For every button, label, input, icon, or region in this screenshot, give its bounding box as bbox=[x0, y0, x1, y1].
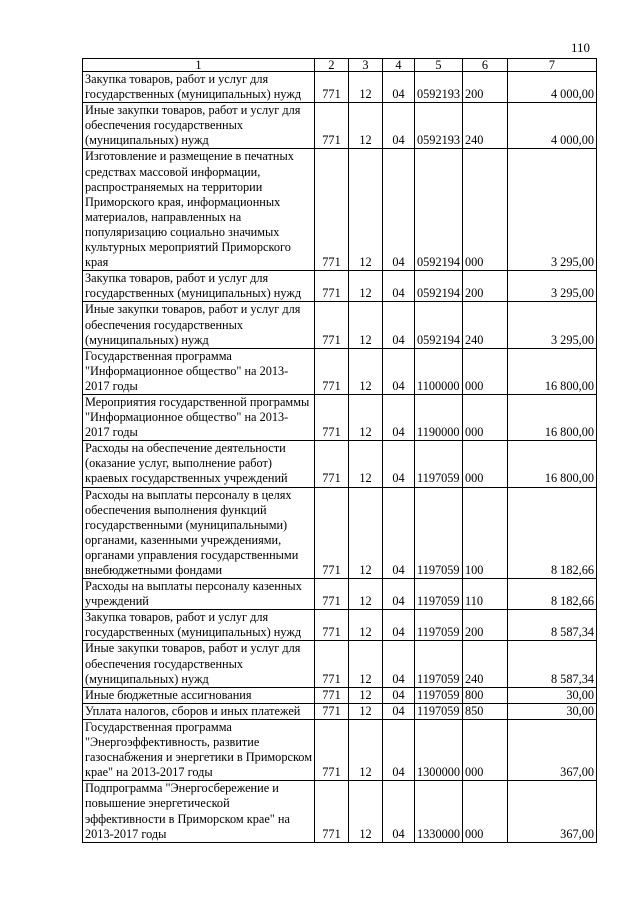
row-description: Закупка товаров, работ и услуг для государственных (муниципальных) нужд bbox=[83, 271, 315, 302]
code-subsection: 04 bbox=[383, 687, 415, 703]
amount: 8 587,34 bbox=[508, 610, 597, 641]
code-target: 0592194 bbox=[415, 302, 463, 348]
code-subsection: 04 bbox=[383, 348, 415, 394]
code-expense-type: 000 bbox=[463, 394, 508, 440]
code-target: 1190000 bbox=[415, 394, 463, 440]
table-row bbox=[83, 610, 597, 641]
table-row bbox=[83, 781, 597, 842]
row-description: Государственная программа "Энергоэффективность, развитие газоснабжения и энергетики в Приморском крае" на 2013-2017 годы bbox=[83, 719, 315, 780]
amount: 8 182,66 bbox=[508, 579, 597, 610]
code-ministry: 771 bbox=[315, 703, 349, 719]
code-section: 12 bbox=[349, 487, 383, 579]
column-header: 5 bbox=[415, 59, 463, 72]
row-description: Закупка товаров, работ и услуг для государственных (муниципальных) нужд bbox=[83, 72, 315, 103]
table-row bbox=[83, 703, 597, 719]
budget-table bbox=[82, 58, 597, 843]
amount: 8 587,34 bbox=[508, 641, 597, 687]
code-ministry: 771 bbox=[315, 103, 349, 149]
table-row bbox=[83, 149, 597, 271]
code-section: 12 bbox=[349, 441, 383, 487]
column-header: 3 bbox=[349, 59, 383, 72]
code-ministry: 771 bbox=[315, 687, 349, 703]
table-body bbox=[83, 72, 597, 843]
amount: 16 800,00 bbox=[508, 394, 597, 440]
code-expense-type: 200 bbox=[463, 72, 508, 103]
code-section: 12 bbox=[349, 302, 383, 348]
code-expense-type: 850 bbox=[463, 703, 508, 719]
amount: 8 182,66 bbox=[508, 487, 597, 579]
code-subsection: 04 bbox=[383, 719, 415, 780]
code-subsection: 04 bbox=[383, 703, 415, 719]
code-section: 12 bbox=[349, 579, 383, 610]
code-expense-type: 000 bbox=[463, 149, 508, 271]
code-ministry: 771 bbox=[315, 394, 349, 440]
code-section: 12 bbox=[349, 703, 383, 719]
code-expense-type: 000 bbox=[463, 348, 508, 394]
code-subsection: 04 bbox=[383, 72, 415, 103]
amount: 367,00 bbox=[508, 719, 597, 780]
code-ministry: 771 bbox=[315, 302, 349, 348]
code-section: 12 bbox=[349, 72, 383, 103]
code-expense-type: 800 bbox=[463, 687, 508, 703]
table-row bbox=[83, 271, 597, 302]
column-header: 2 bbox=[315, 59, 349, 72]
code-expense-type: 000 bbox=[463, 781, 508, 842]
code-section: 12 bbox=[349, 394, 383, 440]
table-row bbox=[83, 487, 597, 579]
code-ministry: 771 bbox=[315, 72, 349, 103]
code-section: 12 bbox=[349, 149, 383, 271]
row-description: Мероприятия государственной программы "Информационное общество" на 2013-2017 годы bbox=[83, 394, 315, 440]
row-description: Иные закупки товаров, работ и услуг для обеспечения государственных (муниципальных) нужд bbox=[83, 641, 315, 687]
code-ministry: 771 bbox=[315, 719, 349, 780]
code-target: 0592194 bbox=[415, 149, 463, 271]
code-section: 12 bbox=[349, 687, 383, 703]
column-header: 7 bbox=[508, 59, 597, 72]
row-description: Закупка товаров, работ и услуг для государственных (муниципальных) нужд bbox=[83, 610, 315, 641]
code-subsection: 04 bbox=[383, 149, 415, 271]
row-description: Подпрограмма "Энергосбережение и повышение энергетической эффективности в Приморском крае" на 2013-2017 годы bbox=[83, 781, 315, 842]
row-description: Иные бюджетные ассигнования bbox=[83, 687, 315, 703]
amount: 3 295,00 bbox=[508, 271, 597, 302]
row-description: Иные закупки товаров, работ и услуг для обеспечения государственных (муниципальных) нужд bbox=[83, 103, 315, 149]
code-expense-type: 240 bbox=[463, 103, 508, 149]
amount: 3 295,00 bbox=[508, 302, 597, 348]
code-subsection: 04 bbox=[383, 302, 415, 348]
amount: 367,00 bbox=[508, 781, 597, 842]
code-section: 12 bbox=[349, 271, 383, 302]
table-row bbox=[83, 348, 597, 394]
code-expense-type: 240 bbox=[463, 641, 508, 687]
code-section: 12 bbox=[349, 781, 383, 842]
code-target: 1197059 bbox=[415, 441, 463, 487]
table-row bbox=[83, 72, 597, 103]
code-expense-type: 000 bbox=[463, 719, 508, 780]
code-target: 0592193 bbox=[415, 72, 463, 103]
code-target: 1197059 bbox=[415, 703, 463, 719]
amount: 16 800,00 bbox=[508, 441, 597, 487]
amount: 30,00 bbox=[508, 687, 597, 703]
column-header: 4 bbox=[383, 59, 415, 72]
table-row bbox=[83, 302, 597, 348]
code-target: 1197059 bbox=[415, 579, 463, 610]
amount: 30,00 bbox=[508, 703, 597, 719]
code-expense-type: 110 bbox=[463, 579, 508, 610]
code-subsection: 04 bbox=[383, 271, 415, 302]
column-header: 6 bbox=[463, 59, 508, 72]
table-row bbox=[83, 394, 597, 440]
code-expense-type: 100 bbox=[463, 487, 508, 579]
table-row bbox=[83, 719, 597, 780]
code-ministry: 771 bbox=[315, 149, 349, 271]
row-description: Расходы на выплаты персоналу казенных учреждений bbox=[83, 579, 315, 610]
code-expense-type: 000 bbox=[463, 441, 508, 487]
code-subsection: 04 bbox=[383, 610, 415, 641]
code-ministry: 771 bbox=[315, 441, 349, 487]
code-subsection: 04 bbox=[383, 103, 415, 149]
row-description: Уплата налогов, сборов и иных платежей bbox=[83, 703, 315, 719]
row-description: Изготовление и размещение в печатных средствах массовой информации, распространяемых на территории Приморского края, информационных материалов, направленных на популяризацию социально значимых культурных мероприятий Приморского края bbox=[83, 149, 315, 271]
code-target: 1197059 bbox=[415, 487, 463, 579]
column-header: 1 bbox=[83, 59, 315, 72]
page-number: 110 bbox=[571, 40, 591, 55]
code-subsection: 04 bbox=[383, 441, 415, 487]
code-ministry: 771 bbox=[315, 610, 349, 641]
code-subsection: 04 bbox=[383, 641, 415, 687]
amount: 3 295,00 bbox=[508, 149, 597, 271]
table-row bbox=[83, 687, 597, 703]
code-subsection: 04 bbox=[383, 579, 415, 610]
table-row bbox=[83, 103, 597, 149]
code-target: 1300000 bbox=[415, 719, 463, 780]
code-expense-type: 240 bbox=[463, 302, 508, 348]
amount: 4 000,00 bbox=[508, 72, 597, 103]
code-section: 12 bbox=[349, 103, 383, 149]
code-target: 1100000 bbox=[415, 348, 463, 394]
code-subsection: 04 bbox=[383, 487, 415, 579]
code-target: 1197059 bbox=[415, 610, 463, 641]
code-ministry: 771 bbox=[315, 271, 349, 302]
code-expense-type: 200 bbox=[463, 271, 508, 302]
code-section: 12 bbox=[349, 641, 383, 687]
code-section: 12 bbox=[349, 719, 383, 780]
code-target: 1197059 bbox=[415, 687, 463, 703]
amount: 4 000,00 bbox=[508, 103, 597, 149]
amount: 16 800,00 bbox=[508, 348, 597, 394]
table-row bbox=[83, 641, 597, 687]
code-ministry: 771 bbox=[315, 781, 349, 842]
code-target: 1330000 bbox=[415, 781, 463, 842]
table-row bbox=[83, 441, 597, 487]
code-expense-type: 200 bbox=[463, 610, 508, 641]
row-description: Расходы на обеспечение деятельности (оказание услуг, выполнение работ) краевых государственных учреждений bbox=[83, 441, 315, 487]
code-section: 12 bbox=[349, 348, 383, 394]
code-ministry: 771 bbox=[315, 641, 349, 687]
code-ministry: 771 bbox=[315, 579, 349, 610]
code-subsection: 04 bbox=[383, 781, 415, 842]
row-description: Государственная программа "Информационное общество" на 2013-2017 годы bbox=[83, 348, 315, 394]
row-description: Расходы на выплаты персоналу в целях обеспечения выполнения функций государственными (муниципальными) органами, казенными учреждениями, органами управления государственными внебюджетными фондами bbox=[83, 487, 315, 579]
code-section: 12 bbox=[349, 610, 383, 641]
table-header-row bbox=[83, 59, 597, 72]
row-description: Иные закупки товаров, работ и услуг для обеспечения государственных (муниципальных) нужд bbox=[83, 302, 315, 348]
table-row bbox=[83, 579, 597, 610]
code-target: 0592193 bbox=[415, 103, 463, 149]
code-target: 0592194 bbox=[415, 271, 463, 302]
code-target: 1197059 bbox=[415, 641, 463, 687]
code-ministry: 771 bbox=[315, 348, 349, 394]
code-subsection: 04 bbox=[383, 394, 415, 440]
code-ministry: 771 bbox=[315, 487, 349, 579]
